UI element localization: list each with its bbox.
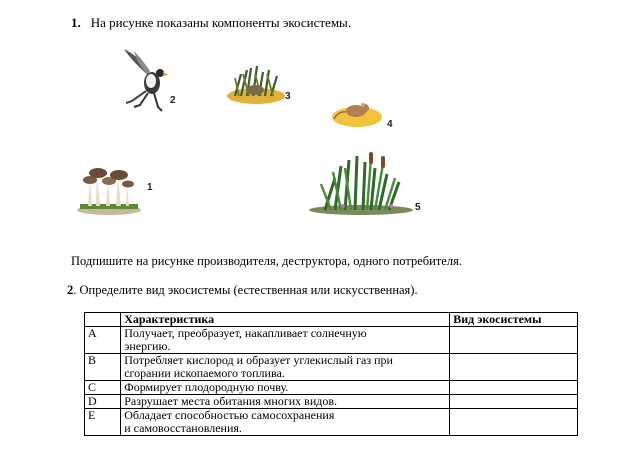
table-row xyxy=(85,409,578,436)
question-1-number: 1. xyxy=(71,15,81,30)
row-characteristic: Получает, преобразует, накапливает солнечную энергию. xyxy=(121,327,450,354)
reed-plant-icon xyxy=(305,148,417,216)
header-characteristic: Характеристика xyxy=(121,313,450,327)
table-row xyxy=(85,354,578,381)
mouse-icon xyxy=(330,95,384,129)
row-letter: E xyxy=(85,409,121,436)
image-label-5: 5 xyxy=(415,202,421,213)
header-ecosystem-type: Вид экосистемы xyxy=(450,313,578,327)
row-letter: C xyxy=(85,381,121,395)
row-ecosystem-type[interactable] xyxy=(450,395,578,409)
header-letter xyxy=(85,313,121,327)
instruction-text: Подпишите на рисунке производителя, деструктора, одного потребителя. xyxy=(71,254,462,268)
row-letter: B xyxy=(85,354,121,381)
row-ecosystem-type[interactable] xyxy=(450,327,578,354)
row-characteristic: Разрушает места обитания многих видов. xyxy=(121,395,450,409)
image-label-2: 2 xyxy=(170,95,176,106)
ecosystem-table xyxy=(84,312,578,436)
table-row xyxy=(85,395,578,409)
question-1 xyxy=(71,15,351,31)
row-characteristic: Формирует плодородную почву. xyxy=(121,381,450,395)
row-letter: A xyxy=(85,327,121,354)
row-characteristic: Потребляет кислород и образует углекислый газ при сгорании ископаемого топлива. xyxy=(121,354,450,381)
table-header-row xyxy=(85,313,578,327)
image-label-1: 1 xyxy=(147,182,153,193)
question-2 xyxy=(67,283,418,298)
question-2-number: 2 xyxy=(67,283,74,297)
mushrooms-icon xyxy=(76,160,142,218)
image-label-3: 3 xyxy=(285,91,291,102)
question-1-text: На рисунке показаны компоненты экосистемы. xyxy=(90,15,352,30)
table-row xyxy=(85,381,578,395)
grass-tuft-icon xyxy=(225,60,287,106)
question-2-text: . Определите вид экосистемы (естественная или искусственная). xyxy=(73,283,418,297)
row-ecosystem-type[interactable] xyxy=(450,381,578,395)
bird-icon xyxy=(118,45,178,117)
row-characteristic: Обладает способностью самосохранения и самовосстановления. xyxy=(121,409,450,436)
image-label-4: 4 xyxy=(387,119,393,130)
row-letter: D xyxy=(85,395,121,409)
row-ecosystem-type[interactable] xyxy=(450,409,578,436)
row-ecosystem-type[interactable] xyxy=(450,354,578,381)
table-row xyxy=(85,327,578,354)
